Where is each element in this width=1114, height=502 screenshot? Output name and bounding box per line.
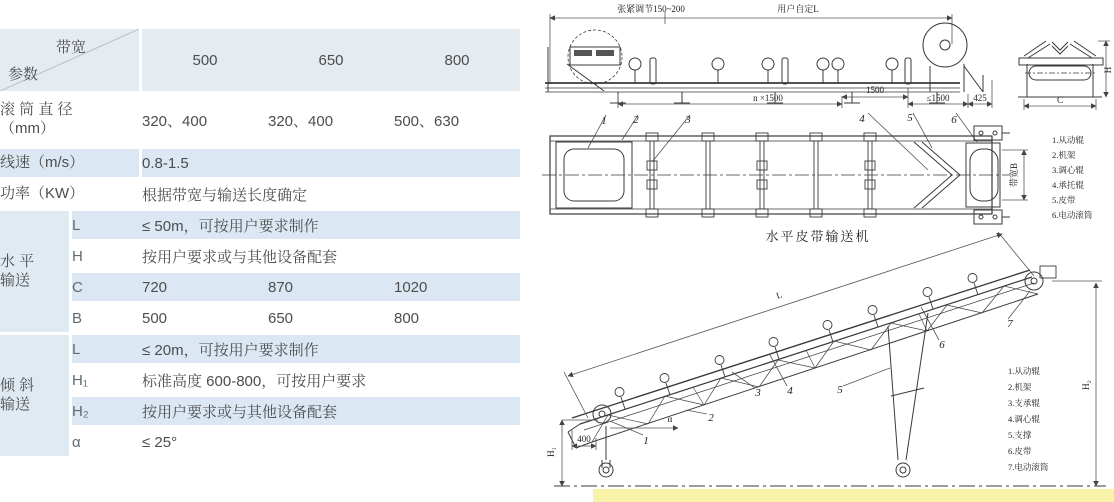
sub-label: H₁ [72,366,142,394]
svg-text:4: 4 [787,385,793,397]
table-cell: 720 [142,273,268,301]
user-length-label: 用户自定L [777,4,819,14]
highlight-band [593,489,1114,502]
table-header-row [0,29,520,91]
dim-H2: H₂ [1081,380,1091,390]
svg-text:1: 1 [601,115,607,127]
dim-H: H [1103,66,1113,74]
dim-le1500: ≤1500 [926,93,950,103]
legend-item: 4.承托辊 [1052,180,1084,190]
legend-item: 5.皮带 [1052,195,1076,205]
header-corner-bottom: 参数 [8,66,39,83]
table-cell: 按用户要求或与其他设备配套 [142,397,520,425]
dim-H1: H₁ [546,447,556,457]
table-row-power [0,180,520,208]
angle-alpha: α [667,414,673,424]
table-row-horizontal-B [0,304,520,332]
row-label: 线速（m/s） [0,149,142,177]
table-row-incline-alpha [0,428,520,456]
legend-item: 2.机架 [1052,150,1076,160]
plan-view-diagram [542,126,1093,244]
legend-item: 3.支承辊 [1008,398,1040,408]
table-cell: 1020 [394,273,520,301]
sub-label: L [72,211,142,239]
table-row-horizontal-H [0,242,520,270]
row-label: 功率（KW） [0,180,142,208]
table-row-incline-H1 [0,366,520,394]
legend-item: 1.从动辊 [1008,366,1040,376]
table-cell: ≤ 50m，可按用户要求制作 [142,211,520,239]
table-cell: ≤ 25° [142,428,520,456]
svg-text:7: 7 [1007,318,1013,330]
table-cell: 320、400 [142,94,268,146]
legend-item: 6.电动滚筒 [1052,210,1093,220]
svg-text:5: 5 [837,384,843,396]
dim-C: C [1056,95,1064,105]
dim-425: 425 [973,93,987,103]
table-cell: 870 [268,273,394,301]
header-col-800: 800 [394,29,520,91]
group-cell-incline: 倾 斜 输送 [0,335,72,456]
sub-label: C [72,273,142,301]
legend-item: 2.机架 [1008,382,1032,392]
part-numbers-incline [610,291,1030,447]
svg-text:3: 3 [755,387,761,399]
incline-view-diagram [546,232,1114,502]
plan-view-caption: 水平皮带输送机 [765,229,871,244]
sub-label: H₂ [72,397,142,425]
table-cell: 500 [142,304,268,332]
dim-L: L [774,289,784,301]
sub-label: H [72,242,142,270]
table-cell: ≤ 20m，可按用户要求制作 [142,335,520,363]
legend-item: 4.调心辊 [1008,414,1040,424]
svg-text:6: 6 [951,114,957,126]
table-row-horizontal-C [0,273,520,301]
svg-text:3: 3 [685,114,691,126]
spec-table [0,26,520,459]
svg-text:2: 2 [708,412,714,424]
svg-text:4: 4 [859,113,865,125]
table-cell: 800 [394,304,520,332]
incline-view-legend [1008,366,1049,472]
table-row-incline-H2 [0,397,520,425]
row-label: 滚 筒 直 径 （mm） [0,94,142,146]
table-row-roller-diameter [0,94,520,146]
table-row-horizontal-L [0,211,520,239]
conveyor-diagrams [540,0,1114,502]
svg-text:2: 2 [633,114,639,126]
table-row-line-speed [0,149,520,177]
table-row-incline-L [0,335,520,363]
tension-dim-label: 张紧调节150~200 [617,4,685,14]
group-cell-horizontal: 水 平 输送 [0,211,72,332]
svg-text:5: 5 [907,112,913,124]
legend-item: 1.从动辊 [1052,135,1084,145]
table-cell: 320、400 [268,94,394,146]
table-cell: 按用户要求或与其他设备配套 [142,242,520,270]
header-col-500: 500 [142,29,268,91]
table-cell: 500、630 [394,94,520,146]
legend-item: 3.调心辊 [1052,165,1084,175]
legend-item: 5.支撑 [1008,430,1032,440]
end-view-diagram [1018,41,1113,110]
sub-label: B [72,304,142,332]
svg-text:1: 1 [643,435,649,447]
sub-label: L [72,335,142,363]
dim-1500: 1500 [866,85,884,95]
header-corner-cell [0,29,142,91]
table-cell: 650 [268,304,394,332]
table-cell: 标准高度 600-800，可按用户要求 [142,366,520,394]
legend-item: 6.皮带 [1008,446,1032,456]
table-cell: 根据带宽与输送长度确定 [142,180,520,208]
dim-400: 400 [577,434,591,444]
dim-n1500: n ×1500 [753,93,783,103]
header-col-650: 650 [268,29,394,91]
legend-item: 7.电动滚筒 [1008,462,1049,472]
plan-view-legend [1052,135,1093,220]
belt-width-label: 带宽B [1009,162,1019,188]
header-corner-top: 带宽 [56,39,87,56]
table-cell: 0.8-1.5 [142,149,520,177]
sub-label: α [72,428,142,456]
svg-text:6: 6 [939,339,945,351]
